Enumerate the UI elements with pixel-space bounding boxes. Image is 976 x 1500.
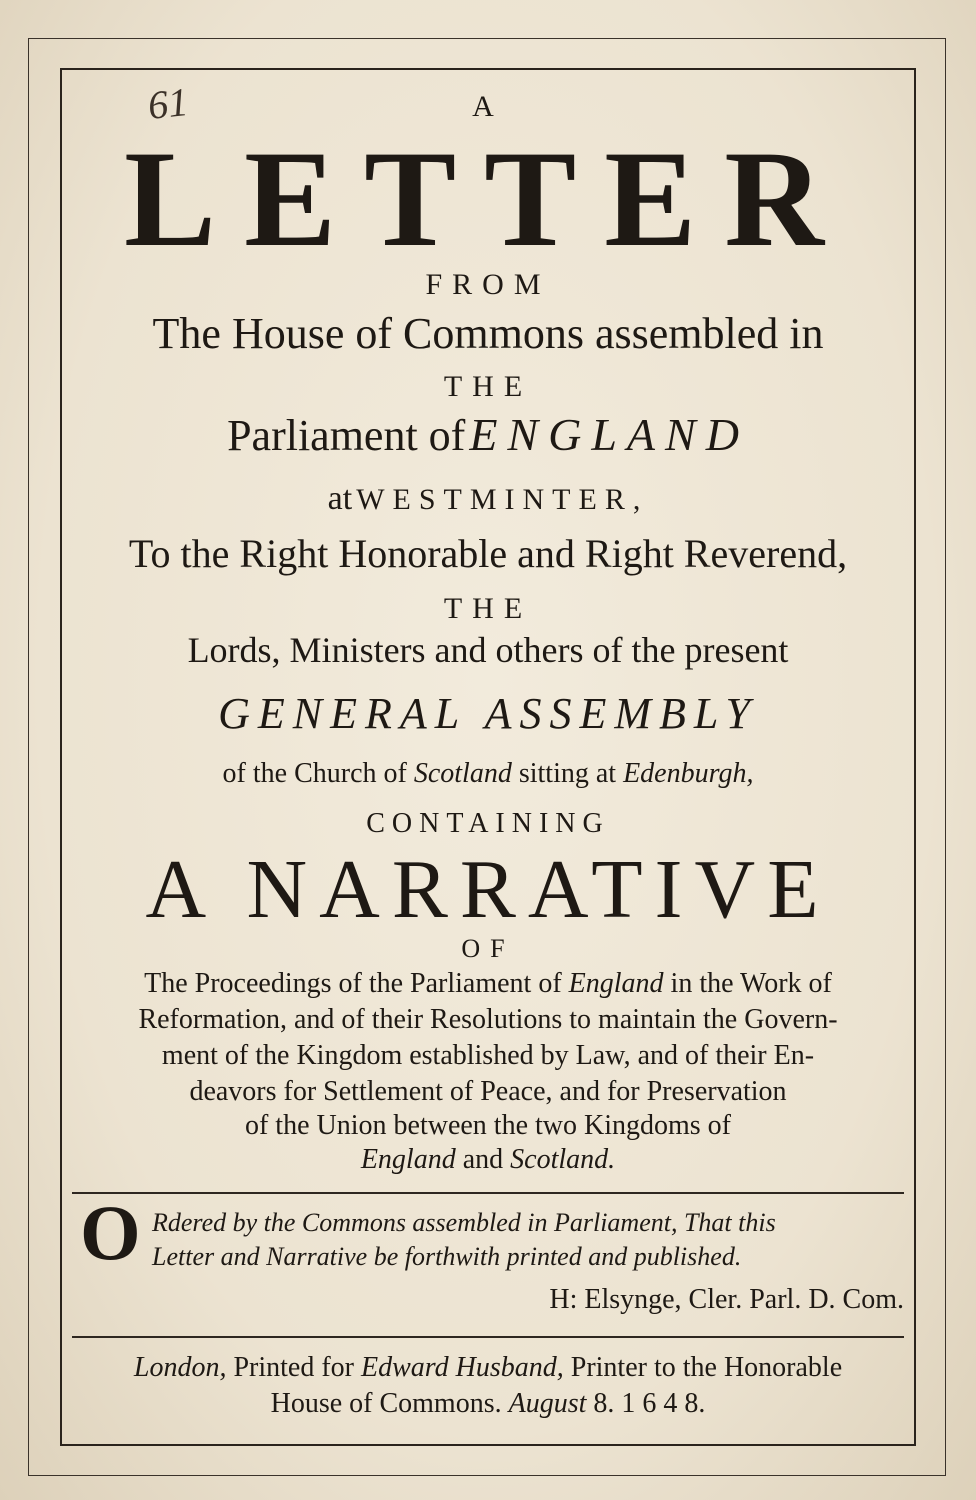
title-house-of-commons: The House of Commons assembled in <box>152 309 824 358</box>
scotland-word: Scotland <box>413 758 512 789</box>
title-to-right-honorable: To the Right Honorable and Right Reverend, <box>128 531 848 576</box>
title-general-assembly: GENERAL ASSEMBLY <box>218 689 758 738</box>
body-line-6 <box>60 1146 916 1174</box>
body-line-1 <box>60 970 916 998</box>
imprint-line-2 <box>60 1390 916 1418</box>
title-article: A <box>472 90 504 123</box>
divider-rule-1 <box>72 1192 904 1194</box>
order-line-2: Letter and Narrative be forthwith printed and published. <box>152 1242 742 1271</box>
body-line-6c: Scotland. <box>510 1144 616 1175</box>
at-word: at <box>327 480 353 517</box>
body-line-1b: England <box>568 968 664 999</box>
handwritten-annotation: 61 <box>145 79 191 128</box>
body-line-6a: England <box>360 1144 456 1175</box>
title-the-2: THE <box>443 592 533 625</box>
title-lords-ministers: Lords, Ministers and others of the present <box>187 630 789 670</box>
title-from: FROM <box>425 268 551 301</box>
title-of: OF <box>461 934 515 963</box>
imprint-printer-title: Printer to the Honorable <box>570 1352 843 1383</box>
westminter-word: WESTMINTER, <box>356 483 649 516</box>
body-line-5: of the Union between the two Kingdoms of <box>244 1110 732 1141</box>
imprint-printer-name: Edward Husband, <box>360 1352 564 1383</box>
body-line-4: deavors for Settlement of Peace, and for Preservation <box>189 1076 787 1107</box>
parliament-of: Parliament of <box>227 411 466 460</box>
body-line-6b: and <box>462 1144 504 1175</box>
body-line-1c: in the Work of <box>670 968 832 999</box>
sitting-at: sitting at <box>518 758 617 789</box>
imprint-printed-for: Printed for <box>233 1352 354 1383</box>
body-line-3: ment of the Kingdom established by Law, and of their En- <box>161 1040 815 1071</box>
imprint-date: 8. 1 6 4 8. <box>593 1388 706 1419</box>
divider-rule-2 <box>72 1336 904 1338</box>
title-a-narrative: A NARRATIVE <box>145 843 831 936</box>
church-of: of the Church of <box>222 758 407 789</box>
edenburgh-word: Edenburgh, <box>623 758 754 789</box>
england-word: ENGLAND <box>469 409 749 460</box>
imprint-line-1 <box>60 1354 916 1382</box>
drop-cap-o: O <box>80 1189 141 1276</box>
title-westminter-line <box>60 482 916 516</box>
title-containing: CONTAINING <box>366 808 610 839</box>
imprint-house: House of Commons. <box>270 1388 502 1419</box>
imprint-london: London, <box>133 1352 227 1383</box>
imprint-month: August <box>508 1388 587 1419</box>
title-letter: LETTER <box>124 122 852 275</box>
title-parliament-line <box>60 409 916 460</box>
body-line-1a: The Proceedings of the Parliament of <box>144 968 562 999</box>
order-block <box>80 1189 900 1280</box>
body-line-2: Reformation, and of their Resolutions to maintain the Govern- <box>138 1004 838 1035</box>
title-church-line <box>60 760 916 788</box>
order-line-1: Rdered by the Commons assembled in Parliament, That this <box>152 1208 776 1237</box>
clerk-signature: H: Elsynge, Cler. Parl. D. Com. <box>549 1284 904 1315</box>
title-the-1: THE <box>443 370 533 403</box>
